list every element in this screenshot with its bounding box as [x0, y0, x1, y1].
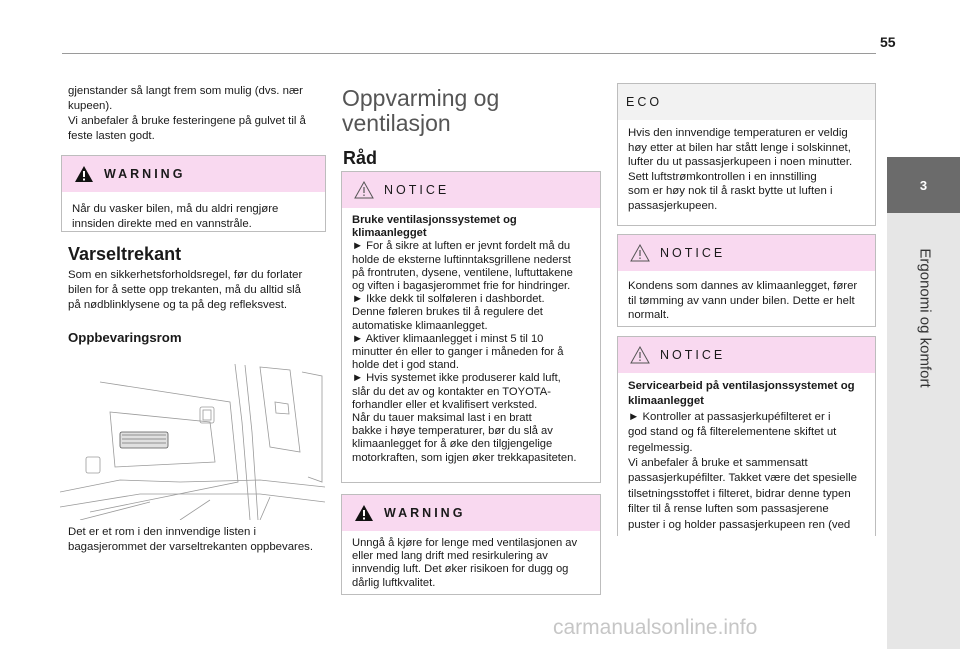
text-line: Denne føleren brukes til å regulere det — [352, 306, 543, 319]
text-line: ► Kontroller at passasjerkupéfilteret er i — [628, 410, 831, 423]
text-line: bakke i høye temperaturer, bør du slå av — [352, 425, 553, 438]
text-line: feste lasten godt. — [68, 130, 155, 142]
text-line: tilsetningsstoffet i filteret, bidrar denne typen — [628, 487, 851, 500]
eco-label: ECO — [626, 95, 663, 109]
notice-bold-line: klimaanlegget — [352, 227, 427, 240]
text-line: puster i og holder passasjerkupeen ren (ved — [628, 518, 851, 531]
notice-header — [342, 172, 600, 208]
warning-text — [62, 192, 325, 239]
watermark: carmanualsonline.info — [553, 616, 758, 639]
notice-header — [618, 235, 875, 271]
intro-paragraph — [68, 84, 328, 144]
text-line: kupeen). — [68, 100, 113, 112]
text-line: automatiske klimaanlegget. — [352, 319, 488, 332]
warning-text — [342, 531, 600, 598]
warning-header — [62, 156, 325, 192]
text-line: til tømming av vann under bilen. Dette er helt — [628, 294, 855, 307]
text-line: lufter du ut passasjerkupeen i noen minutter. — [628, 156, 853, 168]
text-line: eller med lang drift med resirkulering av — [352, 550, 548, 563]
text-line: Sett luftstrømkontrollen i en innstilling — [628, 170, 817, 183]
warning-box-washing — [61, 155, 326, 232]
warning-box-ventilation — [341, 494, 601, 595]
text-line: Når du vasker bilen, må du aldri rengjøre — [72, 203, 279, 215]
chapter-number: 3 — [919, 177, 928, 193]
title-line: Oppvarming og — [342, 85, 500, 111]
text-line: Det er et rom i den innvendige listen i — [68, 526, 257, 538]
text-line: innvendig luft. Det øker risikoen for dugg og — [352, 563, 569, 576]
text-line: og viften i bagasjerommet frie for hindringer. — [352, 280, 571, 293]
notice-bold-line: Bruke ventilasjonssystemet og — [352, 214, 517, 226]
notice-header — [618, 337, 875, 373]
text-line: Kondens som dannes av klimaanlegget, fører — [628, 280, 858, 292]
text-line: høy etter at bilen har stått lenge i solskinnet, — [628, 141, 851, 154]
text-line: Når du tauer maksimal last i en bratt — [352, 412, 532, 425]
section-title — [342, 86, 499, 136]
text-line: slår du det av og kontakter en TOYOTA- — [352, 385, 551, 398]
text-line: bagasjerommet der varseltrekanten oppbevares. — [68, 541, 314, 553]
warning-label: WARNING — [104, 167, 186, 181]
notice-text — [618, 373, 875, 541]
notice-icon — [630, 244, 650, 262]
eco-text — [618, 120, 875, 221]
notice-box-condensation — [617, 234, 876, 327]
notice-label: NOTICE — [660, 246, 726, 260]
text-line: ► Hvis systemet ikke produserer kald luft, — [352, 372, 561, 385]
text-line: Som en sikkerhetsforholdsregel, før du forlater — [68, 269, 303, 281]
subheading-storage: Oppbevaringsrom — [68, 330, 182, 345]
text-line: ► Ikke dekk til solføleren i dashbordet. — [352, 293, 545, 306]
page-number: 55 — [880, 34, 896, 50]
warning-header — [342, 495, 600, 531]
section-heading-varseltrekant: Varseltrekant — [68, 244, 182, 264]
text-line: bilen for å sette opp trekanten, må du alltid slå — [68, 284, 302, 296]
notice-label: NOTICE — [384, 183, 450, 197]
text-line: forhandler eller et kvalifisert verksted. — [352, 398, 538, 411]
text-line: passasjerkupéfilter. Takket være det spesielle — [628, 472, 857, 485]
text-line: motorkraften, som igjen øker trekkapasiteten. — [352, 451, 577, 464]
text-line: filter til å rense luften som passasjerene — [628, 503, 829, 516]
text-line: ► Aktiver klimaanlegget i minst 5 til 10 — [352, 332, 544, 345]
notice-text — [342, 208, 600, 473]
notice-box-service — [617, 336, 876, 536]
chapter-title: Ergonomi og komfort — [916, 248, 934, 388]
text-line: innsiden direkte med en vannstråle. — [72, 217, 252, 230]
text-line: gjenstander så langt frem som mulig (dvs. nær — [68, 85, 303, 97]
text-line: som er høy nok til å raskt bytte ut luften i — [628, 185, 833, 197]
trunk-storage-illustration — [60, 362, 325, 520]
text-line: Hvis den innvendige temperaturen er veldig — [628, 127, 848, 139]
text-line: god stand og få filterelementene skiftet ut — [628, 426, 837, 439]
triangle-paragraph — [68, 268, 328, 313]
text-line: Vi anbefaler å bruke festeringene på gulvet til å — [68, 115, 306, 127]
notice-bold-line: Servicearbeid på ventilasjonssystemet og — [628, 380, 855, 392]
notice-icon — [354, 181, 374, 199]
text-line: minutter én eller to ganger i måneden for å — [352, 346, 564, 359]
text-line: regelmessig. — [628, 441, 693, 454]
warning-icon — [74, 165, 94, 183]
eco-box — [617, 83, 876, 226]
title-line: ventilasjon — [342, 110, 451, 136]
text-line: passasjerkupeen. — [628, 199, 718, 212]
subsection-title: Råd — [343, 148, 378, 168]
notice-icon — [630, 346, 650, 364]
header-rule — [62, 53, 876, 54]
eco-header — [618, 84, 875, 120]
text-line: dårlig luftkvalitet. — [352, 576, 436, 589]
notice-box-ventilation — [341, 171, 601, 483]
text-line: holde det i god stand. — [352, 359, 459, 372]
text-line: på nødblinklysene og ta på deg refleksvest. — [68, 299, 288, 311]
text-line: klimaanlegget for å øke den tilgjengelige — [352, 438, 553, 451]
text-line: på frontruten, dysene, ventilene, luftuttakene — [352, 266, 573, 279]
text-line: holde de eksterne luftinntaksgrillene nederst — [352, 253, 571, 266]
warning-label: WARNING — [384, 506, 466, 520]
chapter-title-wrap — [875, 213, 960, 423]
chapter-tab[interactable] — [887, 157, 960, 213]
text-line: Unngå å kjøre for lenge med ventilasjonen av — [352, 537, 578, 549]
text-line: Vi anbefaler å bruke et sammensatt — [628, 457, 808, 470]
text-line: normalt. — [628, 309, 670, 321]
notice-text — [618, 271, 875, 331]
storage-caption — [68, 525, 330, 555]
notice-label: NOTICE — [660, 348, 726, 362]
warning-icon — [354, 504, 374, 522]
notice-bold-line: klimaanlegget — [628, 395, 704, 408]
text-line: ► For å sikre at luften er jevnt fordelt må du — [352, 240, 571, 253]
